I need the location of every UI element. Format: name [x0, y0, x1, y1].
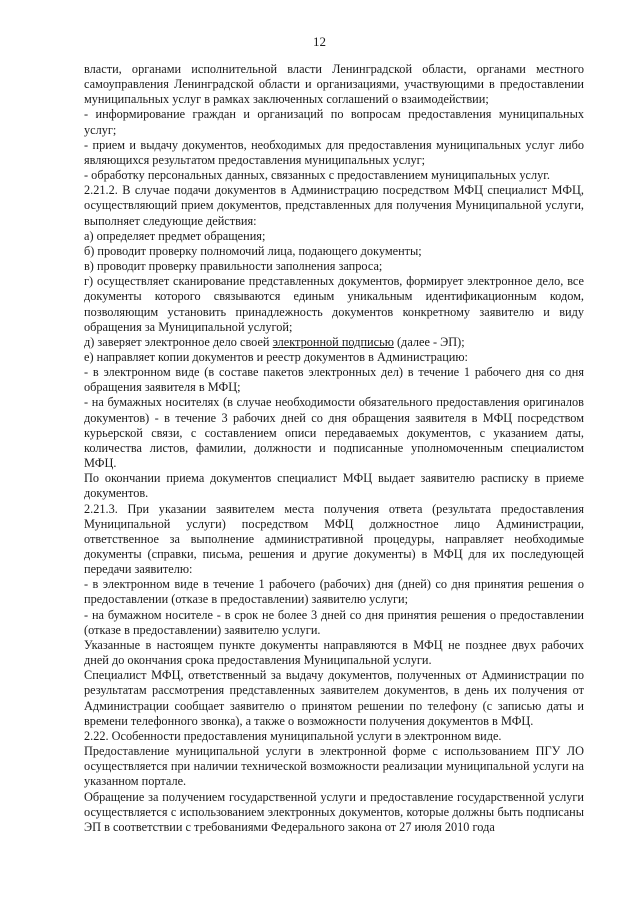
paragraph: - на бумажном носителе - в срок не более 3 дней со дня принятия решения о предоставлении (отказе в предоставлении) заявителю услуги.	[84, 607, 584, 637]
signature-text-before: д) заверяет электронное дело своей	[84, 334, 273, 349]
paragraph: Обращение за получением государственной услуги и предоставление государственной услуги осуществляется с использованием электронных документов, которые должны быть подписаны ЭП в соответствии с требованиями Федерального закона от 27 июля 2010 года	[84, 789, 584, 834]
paragraph: Предоставление муниципальной услуги в электронной форме с использованием ПГУ ЛО осуществляется при наличии технической возможности реализации муниципальной услуги на указанном портале.	[84, 744, 584, 789]
paragraph: е) направляет копии документов и реестр документов в Администрацию:	[84, 349, 468, 364]
paragraph: б) проводит проверку полномочий лица, подающего документы;	[84, 243, 422, 258]
document-body	[84, 62, 584, 835]
paragraph: - в электронном виде (в составе пакетов электронных дел) в течение 1 рабочего дня со дня обращения заявителя в МФЦ;	[84, 365, 584, 395]
paragraph: 2.21.3. При указании заявителем места получения ответа (результата предоставления Муниципальной услуги) посредством МФЦ должностное лицо Администрации, ответственное за выполнение административной процедуры, направляет необходимые документы (справки, письма, решения и другие документы) в МФЦ для их последующей передачи заявителю:	[84, 501, 584, 577]
paragraph: в) проводит проверку правильности заполнения запроса;	[84, 259, 383, 274]
section-heading: 2.22. Особенности предоставления муниципальной услуги в электронном виде.	[84, 728, 502, 743]
paragraph: Специалист МФЦ, ответственный за выдачу документов, полученных от Администрации по результатам рассмотрения представленных заявителем документов, в день их получения от Администрации сообщает заявителю о принятом решении по телефону (с записью даты и времени телефонного звонка), а также о возможности получения документов в МФЦ.	[84, 668, 584, 728]
paragraph: - информирование граждан и организаций по вопросам предоставления муниципальных услуг;	[84, 107, 584, 137]
page-number: 12	[313, 34, 326, 49]
paragraph: Указанные в настоящем пункте документы направляются в МФЦ не позднее двух рабочих дней до окончания срока предоставления Муниципальной услуги.	[84, 637, 584, 668]
paragraph: - обработку персональных данных, связанных с предоставлением муниципальных услуг.	[84, 168, 550, 183]
paragraph-signature	[84, 335, 584, 350]
signature-text-after: (далее - ЭП);	[393, 334, 465, 349]
electronic-signature-link[interactable]: электронной подписью	[272, 334, 394, 349]
paragraph: 2.21.2. В случае подачи документов в Администрацию посредством МФЦ специалист МФЦ, осуществляющий прием документов, представленных для получения Муниципальной услуги, выполняет следующие действия:	[84, 183, 584, 228]
paragraph: - в электронном виде в течение 1 рабочего (рабочих) дня (дней) со дня принятия решения о предоставлении (отказе в предоставлении) заявителю услуги;	[84, 577, 584, 607]
paragraph: - на бумажных носителях (в случае необходимости обязательного предоставления оригиналов документов) - в течение 3 рабочих дней со дня обращения заявителя в МФЦ посредством курьерской связи, с составлением описи передаваемых документов, с указанием даты, количества листов, фамилии, должности и подписанные уполномоченным специалистом МФЦ.	[84, 395, 584, 471]
paragraph: а) определяет предмет обращения;	[84, 228, 266, 243]
paragraph: г) осуществляет сканирование представленных документов, формирует электронное дело, все документы которого связываются единым уникальным идентификационным кодом, позволяющим установить принадлежность документов конкретному заявителю и виду обращения за Муниципальной услугой;	[84, 274, 584, 334]
paragraph: власти, органами исполнительной власти Ленинградской области, органами местного самоуправления Ленинградской области и организациями, участвующими в предоставлении муниципальных услуг в рамках заключенных соглашений о взаимодействии;	[84, 62, 584, 107]
paragraph: По окончании приема документов специалист МФЦ выдает заявителю расписку в приеме документов.	[84, 471, 584, 501]
paragraph: - прием и выдачу документов, необходимых для предоставления муниципальных услуг либо являющихся результатом предоставления муниципальных услуг;	[84, 137, 584, 167]
